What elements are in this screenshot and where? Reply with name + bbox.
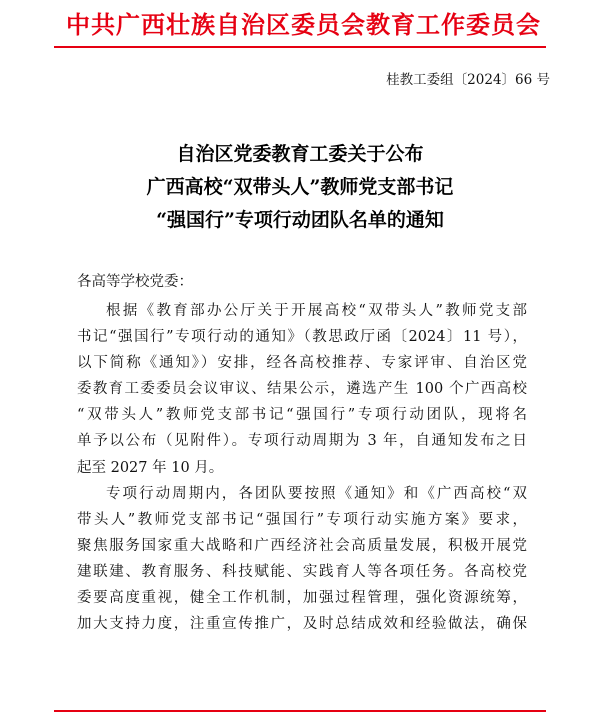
masthead-title: 中共广西壮族自治区委员会教育工作委员会: [66, 10, 541, 39]
body-line: 委要高度重视，健全工作机制，加强过程管理，强化资源统筹，: [77, 590, 527, 607]
body-line: 委教育工委委员会议审议、结果公示，遴选产生 100 个广西高校: [77, 381, 527, 398]
document-body: [77, 298, 527, 637]
body-line: 聚焦服务国家重大战略和广西经济社会高质量发展，积极开展党: [77, 537, 527, 554]
title-line: “强国行”专项行动团队名单的通知: [156, 209, 444, 231]
body-line: 根据《教育部办公厅关于开展高校“双带头人”教师党支部: [106, 303, 527, 319]
body-line: 单予以公布（见附件）。专项行动周期为 3 年，自通知发布之日: [77, 433, 527, 450]
body-line: 带头人”教师党支部书记“强国行”专项行动实施方案》要求，: [77, 511, 527, 528]
body-line: 书记“强国行”专项行动的通知》（教思政厅函〔2024〕11 号），: [77, 329, 527, 346]
body-line: 起至 2027 年 10 月。: [77, 459, 224, 476]
salutation: 各高等学校党委：: [77, 274, 193, 290]
title-line: 广西高校“双带头人”教师党支部书记: [146, 176, 454, 198]
red-divider-top: [54, 46, 546, 48]
document-number: 桂教工委组〔2024〕66 号: [386, 72, 550, 88]
body-line: 专项行动周期内，各团队要按照《通知》和《广西高校“双: [106, 485, 527, 502]
body-line: “双带头人”教师党支部书记“强国行”专项行动团队，现将名: [77, 407, 527, 424]
red-divider-bottom: [54, 710, 546, 712]
body-line: 建联建、教育服务、科技赋能、实践育人等各项任务。各高校党: [77, 563, 527, 580]
body-line: 加大支持力度，注重宣传推广，及时总结成效和经验做法，确保: [77, 616, 527, 633]
body-line: 以下简称《通知》）安排，经各高校推荐、专家评审、自治区党: [77, 355, 527, 372]
document-title: [40, 138, 560, 237]
title-line: 自治区党委教育工委关于公布: [176, 143, 424, 165]
